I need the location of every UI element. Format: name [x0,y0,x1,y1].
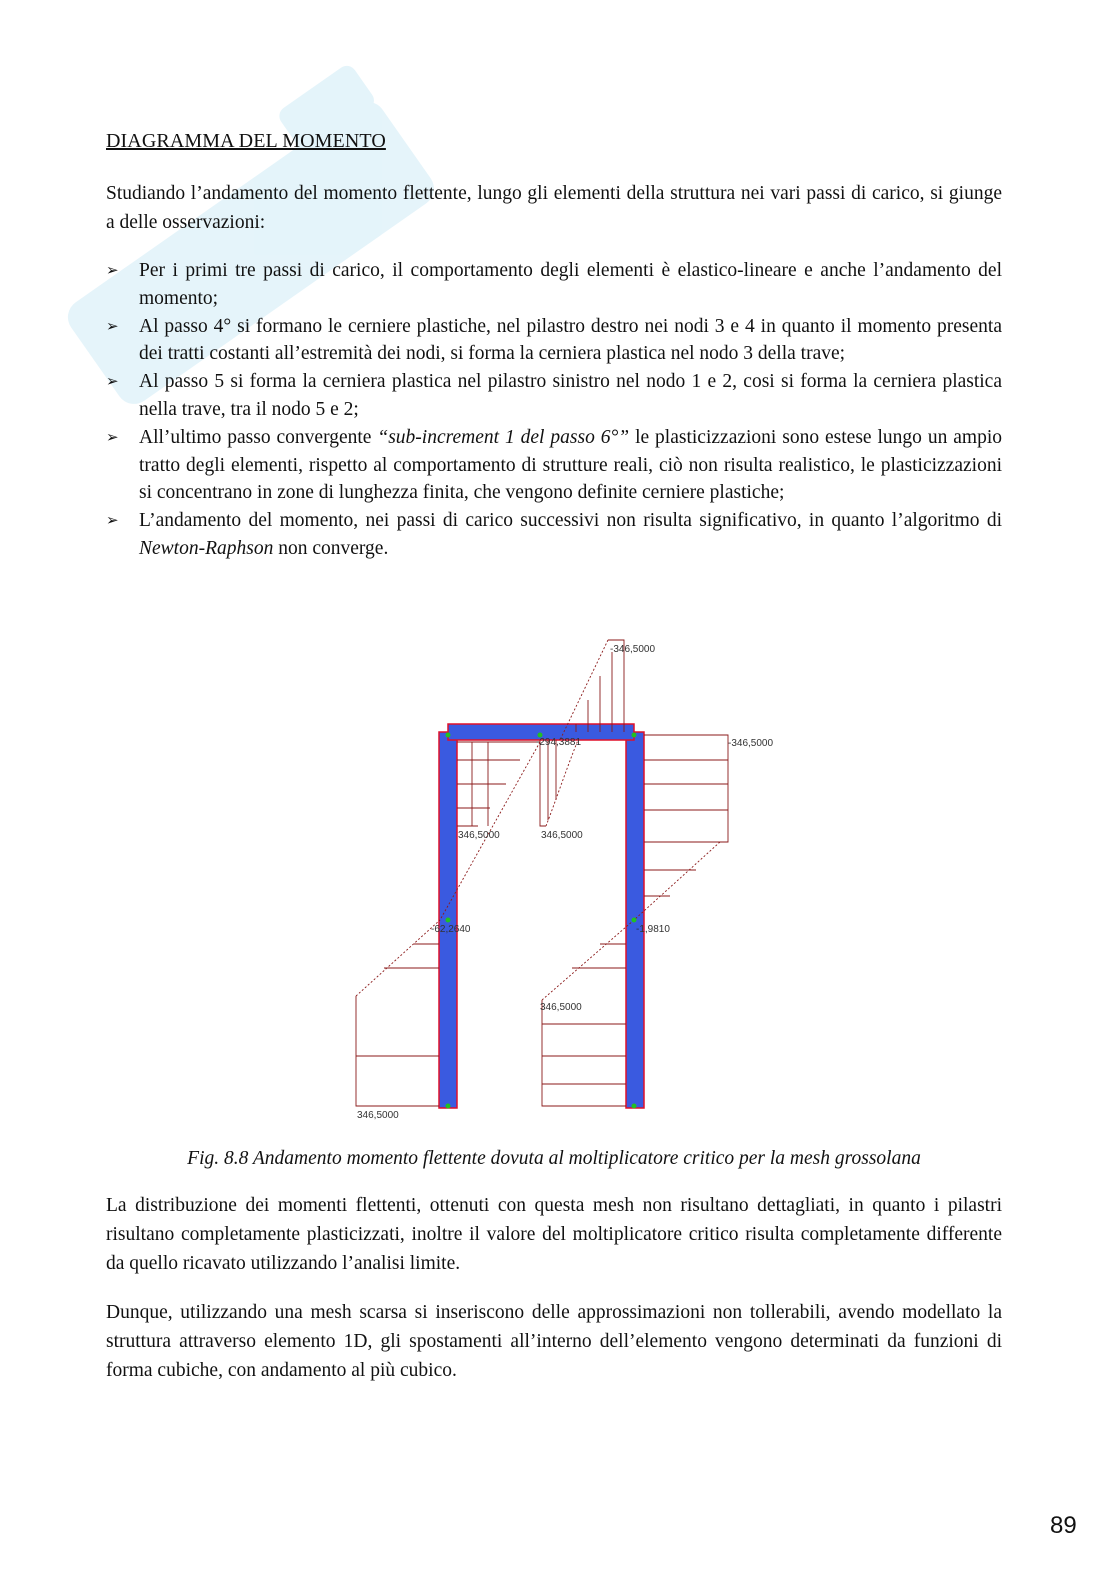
right-column-diagram-top [644,735,728,842]
moment-diagram-figure [340,634,800,1124]
list-item: ➢ L’andamento del momento, nei passi di carico successivi non risulta significativo, in quanto l’algoritmo di Newton-Raphson non converge. [106,507,1002,563]
label-bottom-left: 346,5000 [357,1110,399,1121]
left-column-diagram-bottom [356,996,439,1106]
label-left-node: -62,2640 [431,924,471,935]
node-marker [446,733,451,738]
list-item: ➢ All’ultimo passo convergente “sub-increment 1 del passo 6°” le plasticizzazioni sono estese lungo un ampio tratto degli elementi, rispetto al comportamento di strutture reali, ciò non risulta realistico, le plasticizzazioni si concentrano in zone di lunghezza finita, che vengono definite cerniere plastiche; [106,424,1002,507]
list-item: ➢ Al passo 5 si forma la cerniera plastica nel pilastro sinistro nel nodo 1 e 2, cosi si forma la cerniera plastica nella trave, tra il nodo 5 e 2; [106,368,1002,424]
label-center-mid: 346,5000 [541,830,583,841]
section-heading: DIAGRAMMA DEL MOMENTO [106,130,386,152]
intro-paragraph: Studiando l’andamento del momento flettente, lungo gli elementi della struttura nei vari passi di carico, si giunge a delle osservazioni: [106,183,1002,233]
label-left-mid: 346,5000 [458,830,500,841]
node-marker [446,918,451,923]
node-marker [446,1104,451,1109]
arrow-bullet-icon: ➢ [106,372,119,391]
label-right-node: -1,9810 [636,924,670,935]
page-number: 89 [1050,1512,1077,1539]
arrow-bullet-icon: ➢ [106,261,119,279]
observation-list [106,257,1002,563]
beam-diagram-lower [540,740,546,826]
label-right-low: 346,5000 [540,1002,582,1013]
list-item: ➢ Per i primi tre passi di carico, il comportamento degli elementi è elastico-lineare e anche l’andamento del momento; [106,257,1002,313]
arrow-bullet-icon: ➢ [106,316,119,335]
figure-caption: Fig. 8.8 Andamento momento flettente dovuta al moltiplicatore critico per la mesh grossolana [187,1148,921,1169]
right-column-diagram-bottom [542,1000,626,1106]
label-top: -346,5000 [610,644,656,655]
node-marker [632,733,637,738]
list-item: ➢ Al passo 4° si formano le cerniere plastiche, nel pilastro destro nei nodi 3 e 4 in quanto il momento presenta dei tratti costanti all’estremità dei nodi, si forma la cerniera plastica nel nodo 3 della trave; [106,313,1002,369]
body-paragraph: Dunque, utilizzando una mesh scarsa si inseriscono delle approssimazioni non tollerabili, avendo modellato la struttura attraverso elemento 1D, gli spostamenti all’interno dell’elemento vengono determinati da funzioni di forma cubiche, con andamento al più cubico. [106,1302,1002,1381]
arrow-bullet-icon: ➢ [106,427,119,446]
node-marker [632,918,637,923]
label-right-top: -346,5000 [728,738,774,749]
body-paragraph: La distribuzione dei momenti flettenti, ottenuti con questa mesh non risultano dettagliati, in quanto i pilastri risultano completamente plasticizzati, inoltre il valore del moltiplicatore critico risulta completamente differente da quello ricavato utilizzando l’analisi limite. [106,1195,1002,1274]
node-marker [632,1104,637,1109]
arrow-bullet-icon: ➢ [106,511,119,530]
label-beam-mid: -294,3881 [536,737,582,748]
